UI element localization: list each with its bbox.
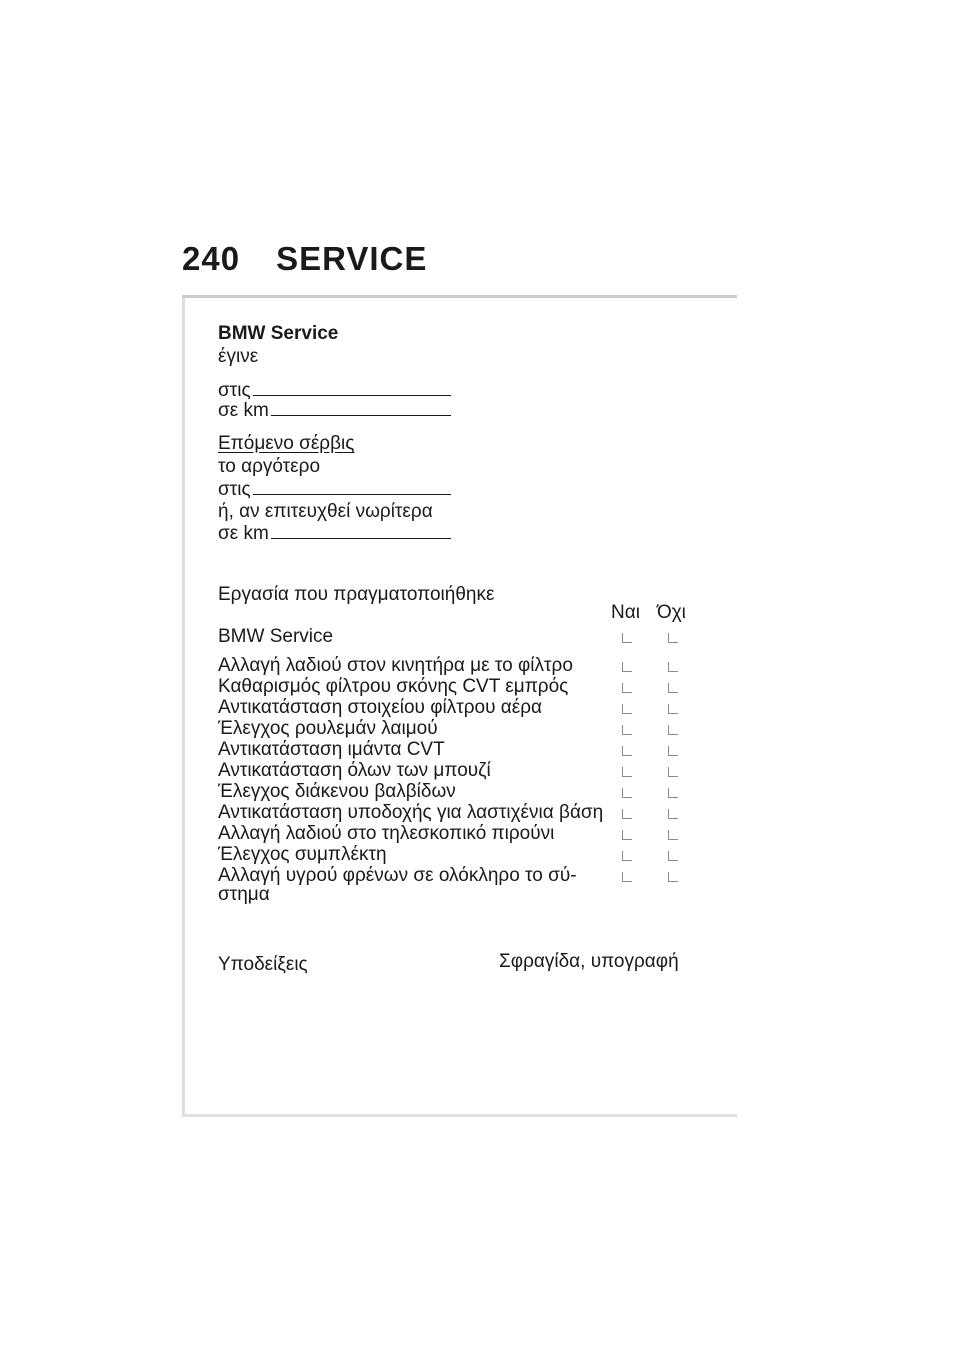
work-item: Αλλαγή λαδιού στο τηλεσκοπικό πιρούνι (218, 823, 555, 844)
work-item: Έλεγχος ρουλεμάν λαιμού (218, 718, 438, 739)
no-checkbox[interactable] (668, 683, 678, 693)
yes-checkbox[interactable] (622, 746, 632, 756)
no-checkbox[interactable] (668, 767, 678, 777)
no-checkbox[interactable] (668, 788, 678, 798)
no-checkbox[interactable] (668, 633, 678, 643)
date-field (218, 380, 451, 402)
notes-label: Υποδείξεις (218, 954, 308, 975)
next-date-blank (253, 480, 451, 495)
no-checkbox[interactable] (668, 809, 678, 819)
latest-label: το αργότερο (218, 456, 321, 477)
no-checkbox[interactable] (668, 725, 678, 735)
yes-checkbox[interactable] (622, 809, 632, 819)
page-header (182, 240, 427, 278)
km-label: σε km (218, 400, 269, 421)
work-item: Αντικατάσταση στοιχείου φίλτρου αέρα (218, 697, 543, 718)
date-label: στις (218, 380, 251, 401)
work-item-continuation: στημα (218, 884, 270, 905)
service-heading: BMW Service (218, 323, 339, 344)
work-item: Αντικατάσταση υποδοχής για λαστιχένια βάση (218, 802, 604, 823)
next-date-field (218, 479, 451, 501)
yes-checkbox[interactable] (622, 633, 632, 643)
work-item: Έλεγχος διάκενου βαλβίδων (218, 781, 456, 802)
stamp-signature-label: Σφραγίδα, υπογραφή (499, 951, 679, 972)
yes-checkbox[interactable] (622, 725, 632, 735)
left-rule (182, 298, 185, 1114)
no-column-label: Όχι (657, 602, 686, 623)
yes-checkbox[interactable] (622, 851, 632, 861)
no-checkbox[interactable] (668, 872, 678, 882)
bottom-rule (182, 1114, 737, 1117)
work-item: Αλλαγή υγρού φρένων σε ολόκληρο το σύ- (218, 865, 577, 886)
yes-checkbox[interactable] (622, 872, 632, 882)
work-item: BMW Service (218, 626, 334, 647)
top-rule (182, 295, 737, 298)
no-checkbox[interactable] (668, 851, 678, 861)
no-checkbox[interactable] (668, 746, 678, 756)
km-field (218, 400, 451, 422)
no-checkbox[interactable] (668, 830, 678, 840)
next-service-heading: Επόμενο σέρβις (218, 433, 355, 454)
work-heading: Εργασία που πραγματοποιήθηκε (218, 584, 495, 605)
yes-checkbox[interactable] (622, 788, 632, 798)
next-km-field (218, 523, 451, 545)
work-item: Αντικατάσταση ιμάντα CVT (218, 739, 445, 760)
service-done-label: έγινε (218, 346, 259, 367)
km-blank (271, 401, 451, 416)
work-item: Αντικατάσταση όλων των μπουζί (218, 760, 491, 781)
yes-checkbox[interactable] (622, 662, 632, 672)
next-date-label: στις (218, 479, 251, 500)
yes-checkbox[interactable] (622, 767, 632, 777)
work-item: Έλεγχος συμπλέκτη (218, 844, 387, 865)
yes-checkbox[interactable] (622, 830, 632, 840)
next-km-blank (271, 524, 451, 539)
no-checkbox[interactable] (668, 662, 678, 672)
date-blank (253, 381, 451, 396)
yes-checkbox[interactable] (622, 704, 632, 714)
work-item: Καθαρισμός φίλτρου σκόνης CVT εμπρός (218, 676, 569, 697)
yes-column-label: Ναι (611, 602, 640, 623)
page-number: 240 (182, 240, 241, 277)
no-checkbox[interactable] (668, 704, 678, 714)
next-km-label: σε km (218, 523, 269, 544)
work-item: Αλλαγή λαδιού στον κινητήρα με το φίλτρο (218, 655, 573, 676)
yes-checkbox[interactable] (622, 683, 632, 693)
or-earlier-label: ή, αν επιτευχθεί νωρίτερα (218, 501, 433, 522)
page-title: SERVICE (276, 240, 428, 277)
